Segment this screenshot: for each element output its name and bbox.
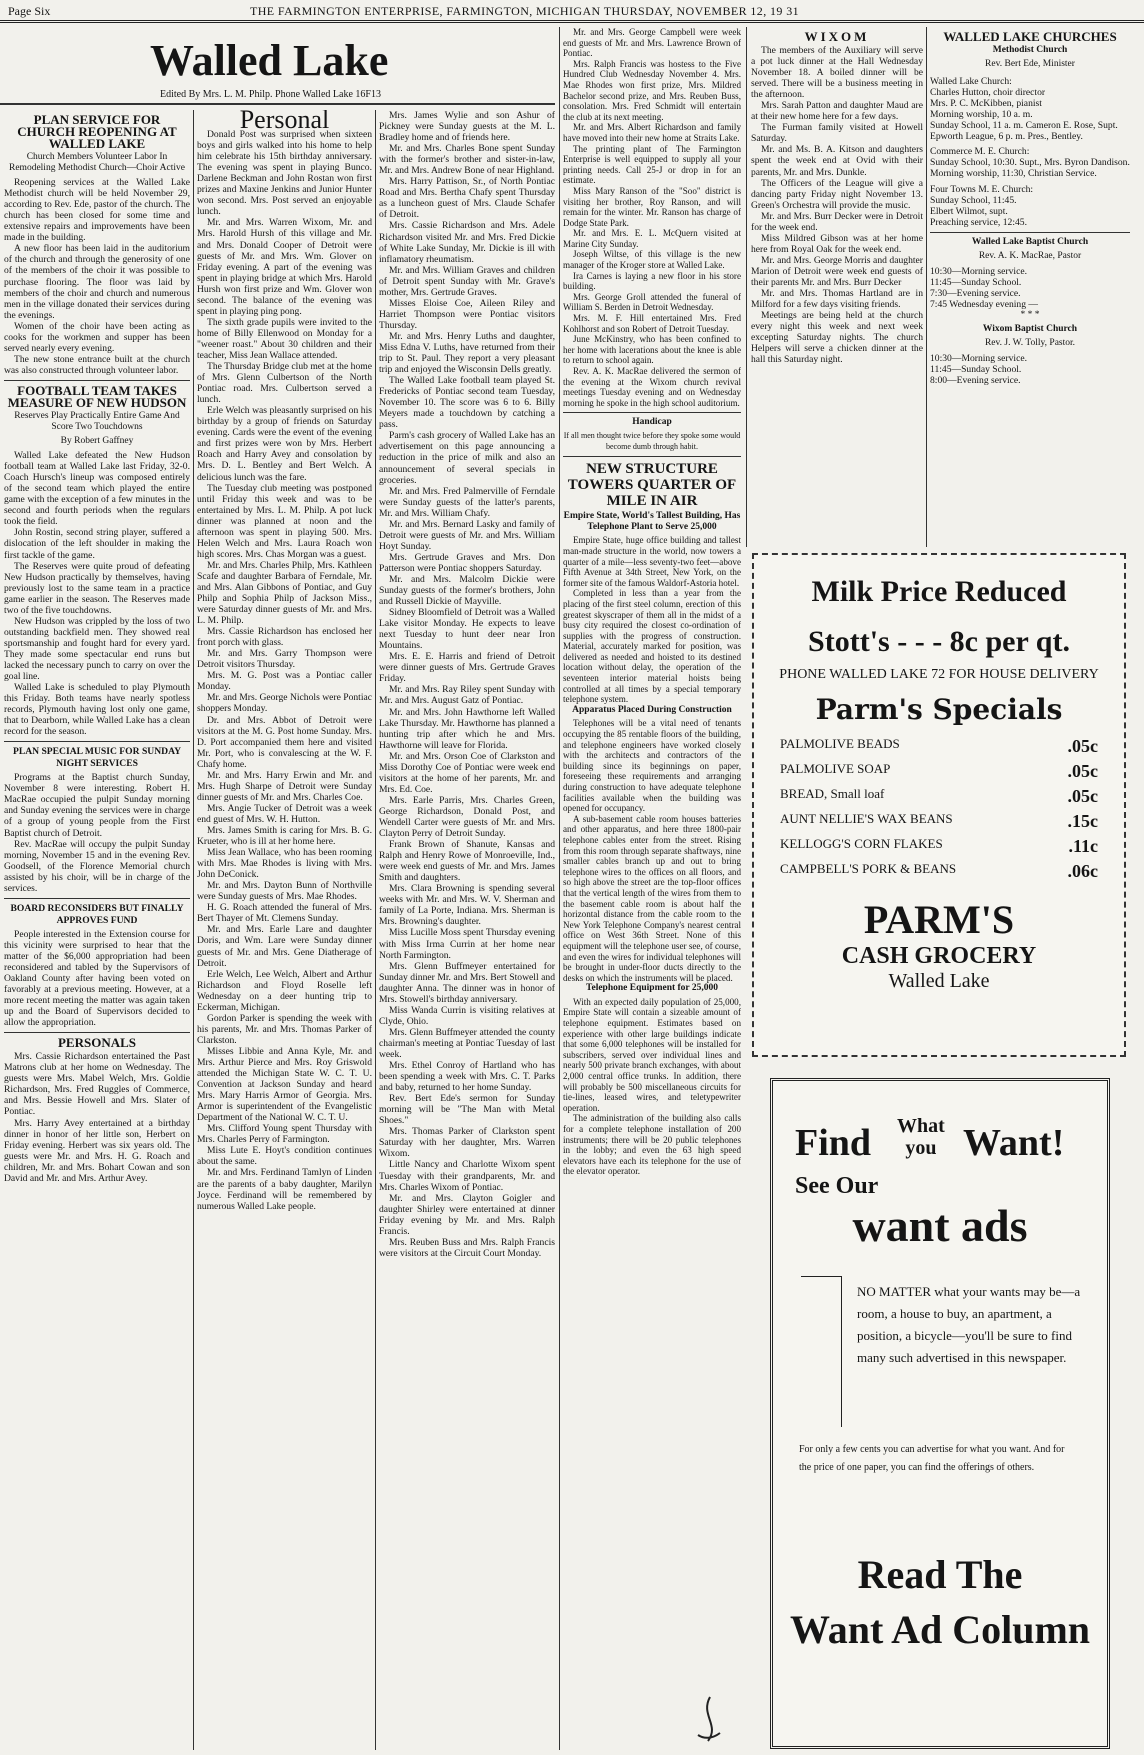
divider (4, 380, 190, 381)
article-paragraph: Frank Brown of Shanute, Kansas and Ralph and Henry Rowe of Monroeville, Ind., were week end guests of Mr. and Mrs. James Smith and daughters. (379, 839, 555, 884)
column-2 (197, 110, 372, 1750)
headline-church-reopening: PLAN SERVICE FOR CHURCH REOPENING AT WALLED LAKE (17, 112, 177, 151)
section-editor: Edited By Mrs. L. M. Philp. Phone Walled Lake 16F13 (160, 89, 381, 100)
ad-item-name: KELLOGG'S CORN FLAKES (780, 836, 943, 851)
article-paragraph: Mr. and Mrs. Dayton Bunn of Northville were Sunday guests of Mrs. Mae Rhodes. (197, 880, 372, 903)
byline: By Robert Gaffney (60, 436, 134, 447)
article-paragraph: Gordon Parker is spending the week with his parents, Mr. and Mrs. Thomas Parker of Clarkston. (197, 1012, 372, 1046)
article-paragraph: Parm's cash grocery of Walled Lake has an advertisement on this page announcing a reduction in the price of milk and also an announcement of several specials in groceries. (379, 430, 555, 486)
article-paragraph: Mrs. Glenn Buffmeyer entertained for Sunday dinner Mr. and Mrs. Bert Stowell and daughter Anna. The dinner was in honor of Mrs. Stowell's birthday anniversary. (379, 960, 555, 1005)
article-paragraph: Mr. and Mrs. Burr Decker were in Detroit for the week end. (751, 210, 923, 233)
church-detail: 8:00—Evening service. (930, 375, 1021, 387)
article-paragraph: H. G. Roach attended the funeral of Mrs. Bert Thayer of Mt. Clemens Sunday. (197, 902, 372, 925)
column-3 (379, 110, 555, 1750)
article-paragraph: Mr. and Mrs. Bernard Lasky and family of Detroit were guests of Mr. and Mrs. William Hoyt Sunday. (379, 518, 555, 552)
article-paragraph: Mrs. Clara Browning is spending several weeks with Mr. and Mrs. W. V. Sherman and family of La Porte, Indiana. Mrs. Sherman is Mrs. Browning's daughter. (379, 883, 555, 928)
article-paragraph: Mr. and Mrs. Charles Bone spent Sunday with the former's brother and sister-in-law, Mr. and Mrs. Andrew Bone of near Highland. (379, 143, 555, 177)
ad-see-our: See Our (795, 1173, 879, 1199)
church-detail: Sunday School, 11:45. (930, 194, 1017, 206)
article-paragraph: Mr. and Mrs. Earle Lare and daughter Doris, and Wm. Lare were Sunday dinner guests of Mr. and Mrs. Gene Diatherage of Detroit. (197, 924, 372, 969)
article-paragraph: Reopening services at the Walled Lake Methodist church will be held November 29, according to Rev. Ede, pastor of the church. The church has been closed for some time and extensive repairs and improvements have been made in the building. (4, 177, 190, 244)
column-rule (559, 27, 560, 1750)
article-paragraph: Completed in less than a year from the placing of the first steel column, erection of this greatest skyscraper of them all in the midst of a busy city required the closest co-ordination of supplies with the progress of construction. Material, accurately marked for position, was delivered as needed and hoisted to its destined location without delay, the operation of the seventeen interior material hoists being controlled at all times by a special temporary telephone system. (563, 588, 741, 705)
article-paragraph: Mrs. Glenn Buffmeyer attended the county chairman's meeting at Pontiac Tuesday of last week. (379, 1026, 555, 1060)
article-paragraph: The sixth grade pupils were invited to the home of Billy Ellenwood on Monday for a "weener roast." About 30 children and their teacher, Miss Jean Wallace attended. (197, 316, 372, 361)
church-detail: Epworth League, 6 p. m. Pres., Bentley. (930, 131, 1083, 143)
column-1 (4, 110, 190, 1750)
article-paragraph: With an expected daily population of 25,000, Empire State will contain a sizeable amount of telephone equipment. Estimates based on experience with other large buildings indicate that some 6,000 telephones will be installed for subscribers, served over individual lines and nearly 500 private branch exchanges, with about 2,000 central office trunks. In addition, there will probably be 500 miscellaneous circuits for tie-lines, leased wires, and teletypewriter operation. (563, 996, 741, 1113)
article-paragraph: A new floor has been laid in the auditorium of the church and through the generosity of one of the members of the choir it was possible to purchase flooring. The floor was laid by members of the choir and church and numerous men in the village donated their services during the evenings. (4, 243, 190, 321)
church-name: Walled Lake Church: (930, 76, 1012, 88)
section-masthead (0, 27, 555, 107)
ad-parms-grocery (752, 553, 1126, 1057)
divider (4, 1032, 190, 1033)
article-paragraph: Mrs. Harry Avey entertained at a birthday dinner in honor of her little son, Herbert on Friday evening. Herbert was six years old. The guests were Mr. and Mrs. H. G. Roach and children, Mr. and Mrs. Bohart Cowan and son David and Mr. and Mrs. Arthur Avey. (4, 1117, 190, 1184)
article-paragraph: Mr. and Mrs. Clayton Goigler and daughter Shirley were entertained at dinner Friday evening by Mr. and Mrs. Ralph Francis. (379, 1192, 555, 1237)
headline-special-music: PLAN SPECIAL MUSIC FOR SUNDAY NIGHT SERVICES (12, 746, 182, 770)
article-paragraph: Mrs. James Wylie and son Ashur of Pickney were Sunday guests at the M. L. Bradley home and of friends here. (379, 110, 555, 144)
page-number: Page Six (8, 4, 51, 18)
article-paragraph: Women of the choir have been acting as cooks for the workmen and supper has been served nearly every evening. (4, 320, 190, 354)
article-paragraph: Meetings are being held at the church every night this week and next week excepting Saturday nights. The church Helpers will serve a chicken dinner at the hall this Saturday night. (751, 310, 923, 366)
ad-item-row (780, 761, 1098, 782)
article-paragraph: Mr. and Mrs. Henry Luths and daughter, Miss Edna V. Luths, have returned from their trip to St. Paul. They report a very pleasant trip and enjoyed the Wisconsin Dells greatly. (379, 330, 555, 376)
ad-item-list (780, 736, 1098, 882)
subhead: Telephone Equipment for 25,000 (586, 983, 718, 994)
church-detail: 7:45 Wednesday evening — (930, 298, 1039, 310)
article-paragraph: Mrs. Angie Tucker of Detroit was a week end guest of Mrs. W. H. Hutton. (197, 802, 372, 825)
ad-item-name: PALMOLIVE SOAP (780, 761, 891, 776)
subhead: Apparatus Placed During Construction (572, 704, 732, 715)
ad-item-row (780, 786, 1098, 807)
filler-text: If all men thought twice before they spoke some would become dumb through habit. (563, 430, 741, 451)
article-paragraph: The printing plant of The Farmington Enterprise is well equipped to supply all your printing needs. Call 25-J or drop in for an estimate. (563, 143, 741, 186)
article-paragraph: Walled Lake defeated the New Hudson football team at Walled Lake last Friday, 32-0. Coach Hursch's lineup was composed entirely of the second team which played the entire game with the exception of a few minutes in the second and fourth periods when the regulars took the field. (4, 450, 190, 528)
subhead-football: Reserves Play Practically Entire Game And Score Two Touchdowns (14, 410, 180, 432)
article-paragraph: Miss Lucille Moss spent Thursday evening with Miss Irma Currin at her home near North Farmington. (379, 927, 555, 961)
article-paragraph: Erle Welch, Lee Welch, Albert and Arthur Richardson and Floyd Roselle left Wednesday on a deer hunting trip to Eckerman, Michigan. (197, 968, 372, 1013)
ad-phone-line: PHONE WALLED LAKE 72 FOR HOUSE DELIVERY (779, 667, 1099, 682)
article-paragraph: The members of the Auxiliary will serve a pot luck dinner at the Hall Wednesday November 18. A boiled dinner will be served. There will be a business meeting in the afternoon. (751, 45, 923, 101)
subhead-church: Church Members Volunteer Labor In Remodeling Methodist Church—Choir Active (9, 152, 185, 174)
article-paragraph: Empire State, huge office building and tallest man-made structure in the world, now towers a quarter of a mile—less seventy-two feet—above Fifth Avenue at 34th Street, New York, on the former site of the famous Waldorf-Astoria hotel. (563, 535, 741, 588)
church-detail: Charles Hutton, choir director (930, 87, 1046, 99)
church-detail: Morning worship, 10 a. m. (930, 109, 1033, 121)
ad-want-ads (770, 1078, 1110, 1749)
article-paragraph: Mrs. Thomas Parker of Clarkston spent Saturday with her daughter, Mrs. Warren Wixom. (379, 1126, 555, 1160)
article-paragraph: Mrs. Earle Parris, Mrs. Charles Green, George Richardson, Donald Post, and Wendell Carter were guests of Mr. and Mrs. Clayton Perry of Detroit Sunday. (379, 794, 555, 840)
column-rule (375, 110, 376, 1750)
article-paragraph: Mrs. Ethel Conroy of Hartland who has been spending a week with Mrs. C. T. Parks and baby, returned to her home Sunday. (379, 1060, 555, 1094)
ad-item-row (780, 836, 1098, 857)
column-rule (926, 27, 927, 547)
ad-store-location: Walled Lake (888, 970, 990, 992)
ad-want-ads-heading: want ads (852, 1200, 1028, 1251)
article-paragraph: Mr. and Mrs. Albert Richardson and family have moved into their new home at Straits Lake. (563, 122, 741, 143)
ad-item-name: PALMOLIVE BEADS (780, 736, 900, 751)
church-name: Wixom Baptist Church (982, 324, 1078, 335)
ad-headline: Milk Price Reduced (811, 575, 1067, 608)
article-paragraph: The Walled Lake football team played St. Fredericks of Pontiac second team Tuesday, November 10. The score was 6 to 6. Billy Meyers made a touchdown by catching a pass. (379, 375, 555, 431)
ad-body-1: NO MATTER what your wants may be—a room, a house to buy, an apartment, a position, a bicycle—you'll be sure to find many such advertised in this newspaper. (857, 1284, 1081, 1365)
ad-what-you (897, 1115, 945, 1159)
running-head: THE FARMINGTON ENTERPRISE, FARMINGTON, MICHIGAN THURSDAY, NOVEMBER 12, 19 31 (250, 4, 799, 18)
church-pastor: Rev. Bert Ede, Minister (985, 59, 1075, 70)
divider (563, 412, 741, 413)
article-paragraph: The Furman family visited at Howell Saturday. (751, 122, 923, 145)
ad-item-row (780, 861, 1098, 882)
ad-item-row (780, 736, 1098, 757)
ad-item-price: .15c (1067, 811, 1098, 831)
ad-specials-title: Parm's Specials (815, 693, 1063, 726)
ad-item-price: .06c (1067, 861, 1098, 881)
article-paragraph: June McKinstry, who has been confined to her home with lacerations about the knee is able to return to school again. (563, 334, 741, 366)
masthead-rule (0, 103, 555, 105)
subhead-empire-state: Empire State, World's Tallest Building, Has Telephone Plant to Serve 25,000 (563, 511, 741, 532)
church-detail: Mrs. P. C. McKibben, pianist (930, 98, 1042, 110)
church-pastor: Rev. J. W. Tolly, Pastor. (984, 338, 1076, 349)
article-paragraph: Mr. and Mrs. Ray Riley spent Sunday with Mr. and Mrs. August Gatz of Pontiac. (379, 684, 555, 707)
filler-title: Handicap (632, 417, 672, 428)
article-paragraph: Mrs. Reuben Buss and Mrs. Ralph Francis were visitors at the Circuit Court Monday. (379, 1236, 555, 1259)
article-paragraph: Mr. and Mrs. George Nichols were Pontiac shoppers Monday. (197, 692, 372, 715)
article-paragraph: Rev. MacRae will occupy the pulpit Sunday morning, November 15 and in the evening Rev. Goodsell, of the Florence Memorial church assisted by his choir, will be in charge of the services. (4, 838, 190, 894)
separator-stars: * * * (1020, 309, 1040, 320)
ad-item-name: CAMPBELL'S PORK & BEANS (780, 861, 957, 876)
article-paragraph: Mr. and Ms. B. A. Kitson and daughters spent the week end at Ovid with their parents, Mr. and Mrs. Dunkle. (751, 144, 923, 178)
church-name: Walled Lake Baptist Church (971, 236, 1089, 247)
column-5 (751, 27, 923, 547)
article-paragraph: Little Nancy and Charlotte Wixom spent Tuesday with their grandparents, Mr. and Mrs. Charles Wixom of Pontiac. (379, 1159, 555, 1193)
article-paragraph: People interested in the Extension course for this vicinity were surprised to hear that the matter of the $6,000 appropriation had been reconsidered and tabled by the Supervisors of Oakland County after having been voted on favorably at a previous meeting. However, at a more recent meeting the matter was again taken up and the Board of Supervisors decided to allow the appropriation. (4, 928, 190, 1029)
church-name: Four Towns M. E. Church: (930, 183, 1034, 195)
article-paragraph: Mrs. James Smith is caring for Mrs. B. G. Krueter, who is ill at her home here. (197, 825, 372, 848)
article-paragraph: John Rostin, second string player, suffered a dislocation of the left shoulder in making the first tackle of the game. (4, 527, 190, 561)
article-paragraph: Mrs. Gertrude Graves and Mrs. Don Patterson were Pontiac shoppers Saturday. (379, 551, 555, 574)
article-paragraph: Miss Wanda Currin is visiting relatives at Clyde, Ohio. (379, 1004, 555, 1027)
article-paragraph: Mr. and Mrs. Warren Wixom, Mr. and Mrs. Harold Hursh of this village and Mr. and Mrs. Donald Cooper of Detroit were guests of Mr. and Mrs. Wm. Glover on Friday evening. A part of the evening was spent in playing bridge at which Mrs. Harold Hursh won first prize and Wm. Glover won second. The balance of the evening was spent in playing ping pong. (197, 217, 372, 317)
church-detail: Sunday School, 10:30. Supt., Mrs. Byron Dandison. (930, 157, 1130, 169)
article-paragraph: Mr. and Mrs. George Campbell were week end guests of Mr. and Mrs. Lawrence Brown of Pontiac. (563, 27, 741, 59)
church-detail: 10:30—Morning service. (930, 353, 1027, 365)
ad-what: What (897, 1115, 945, 1137)
article-paragraph: Mr. and Mrs. Malcolm Dickie were Sunday guests of the former's brothers, John and Russell Dickie of Mayville. (379, 573, 555, 608)
article-paragraph: Mr. and Mrs. Ferdinand Tamlyn of Linden are the parents of a baby daughter, Marilyn Joyce. Ferdinand will be remembered by numerous Walled Lake people. (197, 1167, 372, 1212)
article-paragraph: Mrs. Ralph Francis was hostess to the Five Hundred Club Wednesday November 4. Mrs. Mae Rhodes won first prize, Mrs. Mildred Bachelor second prize, and Mrs. Reuben Buss, consolation. Mrs. Fred Schmidt will entertain the club at its next meeting. (563, 58, 741, 122)
headline-churches: WALLED LAKE CHURCHES (943, 29, 1117, 44)
pen-mark-icon (690, 1695, 730, 1745)
article-paragraph: A sub-basement cable room houses batteries and other apparatus, and here three 1800-pair telephone cables enter from the street. Rising from this room through separate shaftways, nine smaller cables branch up and out to bring telephone wires to the offices on all floors, and so high above the street are the top-floor offices that the vertical length of the wires from them to the basement cable room is about half the horizontal distance from the cable room to the New York Telephone Company's nearest central office on West 36th Street. None of this equipment will the telephone user see, of course, and even the wires for individual telephones will be brought in under-floor ducts directly to the desks on which the instruments will be placed. (563, 813, 741, 983)
column-rule (193, 110, 194, 1750)
article-paragraph: The Thursday Bridge club met at the home of Mrs. Glenn Culbertson of the North Pontiac road. Mrs. Culbertson served a lunch. (197, 361, 372, 406)
article-paragraph: The Tuesday club meeting was postponed until Friday this week and was to be entertained by Mrs. L. M. Philp. A pot luck dinner was planned at noon and the afternoon was spent in playing 500. Mrs. Helen Welch and Mrs. Laura Roach won high scores. Mrs. Chas Morgan was a guest. (197, 482, 372, 560)
ad-read-the: Read The (857, 1552, 1023, 1597)
ad-item-price: .11c (1068, 836, 1098, 856)
church-name: Methodist Church (992, 45, 1068, 55)
church-detail: 7:30—Evening service. (930, 287, 1021, 299)
article-paragraph: Dr. and Mrs. Abbot of Detroit were visitors at the M. G. Post home Sunday. Mrs. D. Port accompanied them here and visited Mr. Port, who is convalescing at the W. F. Chafy home. (197, 714, 372, 770)
article-paragraph: Walled Lake is scheduled to play Plymouth this Friday. Both teams have nearly spotless records, Plymouth having lost only one game, that to Dearborn, while Walled Lake has a clean record for the season. (4, 682, 190, 738)
article-paragraph: Mrs. Cassie Richardson has enclosed her front porch with glass. (197, 626, 372, 649)
church-pastor: Rev. A. K. MacRae, Pastor (978, 250, 1082, 261)
article-paragraph: Rev. Bert Ede's sermon for Sunday morning will be "The Man with Metal Shoes." (379, 1093, 555, 1127)
ad-item-name: BREAD, Small loaf (780, 786, 885, 801)
article-paragraph: Miss Jean Wallace, who has been rooming with Mrs. Mae Rhodes is living with Mrs. John DeConick. (197, 847, 372, 881)
article-paragraph: Miss Mary Ranson of the "Soo" district is visiting her brother, Roy Ranson, and will remain for the winter. Mr. Ranson has charge of Dodge State Park. (563, 185, 741, 228)
article-paragraph: Mrs. Cassie Richardson entertained the Past Matrons club at her home on Wednesday. The guests were Mrs. Mabel Welch, Mrs. Goldie Richardson, Mrs. Fred Ruggles of Commerce, and Mrs. Bessie Howell and Mrs. Slater of Pontiac. (4, 1051, 190, 1118)
ad-item-price: .05c (1067, 736, 1098, 756)
article-paragraph: Mrs. Harry Pattison, Sr., of North Pontiac Road and Mrs. Bertha Chafy spent Thursday as a luncheon guest of Mrs. Claude Schafer of Detroit. (379, 176, 555, 221)
article-paragraph: Mr. and Mrs. George Morris and daughter Marion of Detroit were week end guests of their parents Mr. and Mrs. Burr Decker (751, 254, 923, 288)
church-detail: 11:45—Sunday School. (930, 276, 1022, 288)
article-paragraph: Mrs. George Groll attended the funeral of William S. Berden in Detroit Wednesday. (563, 291, 741, 313)
ad-store-sub: CASH GROCERY (841, 943, 1037, 969)
ad-item-price: .05c (1067, 761, 1098, 781)
article-paragraph: Mr. and Mrs. William Graves and children of Detroit spent Sunday with Mr. Grave's mother, Mrs. Gertrude Graves. (379, 264, 555, 298)
article-paragraph: The new stone entrance built at the church was also constructed through volunteer labor. (4, 353, 190, 376)
article-paragraph: Mrs. E. E. Harris and friend of Detroit were dinner guests of Mrs. Gertrude Graves Friday. (379, 651, 555, 685)
ad-want: Want! (963, 1122, 1065, 1164)
column-6 (930, 27, 1130, 547)
article-paragraph: Erle Welch was pleasantly surprised on his birthday by a group of friends on Saturday evening. Cards were the event of the evening and first prizes were won by Mrs. Herbert Roach and Harry Avey and consolation by Mrs. D. L. Bentley and Bert Welch. A delicious lunch was the fare. (197, 405, 372, 483)
article-paragraph: Mrs. Sarah Patton and daughter Maud are at their new home here for a few days. (751, 100, 923, 123)
section-title: Walled Lake (150, 36, 389, 85)
divider (4, 741, 190, 742)
article-paragraph: Ira Carnes is laying a new floor in his store building. (563, 270, 741, 292)
church-detail: Preaching service, 12:45. (930, 216, 1027, 228)
article-paragraph: Donald Post was surprised when sixteen boys and girls walked into his home to help him celebrate his 15th birthday anniversary. The evening was spent in playing Bunco. Darlene Beckman and John Rostan won first prizes and Maxine Jenkins and Junior Hunter won second. Mrs. Post served an enjoyable lunch. (197, 129, 372, 218)
article-paragraph: Misses Libbie and Anna Kyle, Mr. and Mrs. Arthur Pierce and Mrs. Roy Griswold attended the Michigan State W. C. T. U. Convention at Jackson Sunday and heard Mrs. Mary Harris Armor of Georgia. Mrs. Armor is superintendent of the Evangelistic Department of the National W. C. T. U. (197, 1045, 372, 1124)
church-detail: Elbert Wilmot, supt. (930, 205, 1008, 217)
article-paragraph: Mr. and Mrs. Orson Coe of Clarkston and Miss Dorothy Coe of Pontiac were week end visitors at the home of her parents, Mr. and Mrs. Ed. Coe. (379, 750, 555, 795)
article-paragraph: New Hudson was crippled by the loss of two outstanding backfield men. They showed real sportsmanship and fought hard for every yard. They made some spectacular end runs but lacked the necessary punch to carry on over the goal line. (4, 615, 190, 683)
article-paragraph: Telephones will be a vital need of tenants occupying the 85 rentable floors of the building, and telephone engineers have worked closely with the architects and contractors of the building since its beginnings on paper, foreseeing these requirements and arranging during construction to have adequate telephone facilities available when the building was opened for occupancy. (563, 718, 741, 814)
article-paragraph: Joseph Wiltse, of this village is the new manager of the Kroger store at Walled Lake. (563, 249, 741, 271)
article-paragraph: Sidney Bloomfield of Detroit was a Walled Lake visitor Monday. He expects to leave next Tuesday to hunt deer near Iron Mountains. (379, 607, 555, 652)
article-paragraph: The Officers of the League will give a dancing party Friday night November 13. Green's Orchestra will provide the music. (751, 177, 923, 211)
divider (4, 898, 190, 899)
article-paragraph: Rev. A. K. MacRae delivered the sermon of the evening at the Wixom church revival meetings Tuesday evening and on Wednesday morning he spoke in the high school auditorium. (563, 366, 741, 408)
article-paragraph: Programs at the Baptist church Sunday, November 8 were interesting. Robert H. MacRae occupied the pulpit Sunday morning and Sunday evening the services were in charge of a group of young people from the First Baptist church of Detroit. (4, 772, 190, 839)
church-detail: Sunday School, 11 a. m. Cameron E. Rose, Supt. (930, 120, 1118, 132)
article-paragraph: Mrs. M. F. Hill entertained Mrs. Fred Kohlhorst and son Robert of Detroit Tuesday. (563, 313, 741, 334)
column-rule (746, 27, 747, 547)
headline-personals: PERSONALS (57, 1035, 137, 1051)
headline-football: FOOTBALL TEAM TAKES MEASURE OF NEW HUDSON (7, 382, 187, 410)
ad-find: Find (795, 1122, 872, 1164)
headline-empire-state: NEW STRUCTURE TOWERS QUARTER OF MILE IN AIR (567, 461, 737, 510)
article-paragraph: Mr. and Mrs. Garry Thompson were Detroit visitors Thursday. (197, 648, 372, 671)
ad-you: you (905, 1137, 937, 1159)
ad-price-line: Stott's - - - 8c per qt. (808, 625, 1070, 658)
ad-item-price: .05c (1067, 786, 1098, 806)
article-paragraph: The Reserves were quite proud of defeating New Hudson practically by themselves, having previously lost to the same team in a practice game earlier in the season. The Reserves made two of the five touchdowns. (4, 560, 190, 616)
article-paragraph: Mrs. Cassie Richardson and Mrs. Adele Richardson visited Mr. and Mrs. Fred Dickie of White Lake Sunday, Mr. Dickie is ill with inflamatory rheumatism. (379, 220, 555, 265)
ad-decor-rule (801, 1276, 842, 1427)
article-paragraph: Mr. and Mrs. Thomas Hartland are in Milford for a few days visiting friends. (751, 288, 923, 311)
article-paragraph: Mr. and Mrs. Harry Erwin and Mr. and Mrs. Hugh Sharpe of Detroit were Sunday dinner guests of Mr. and Mrs. Charles Coe. (197, 769, 372, 803)
headline-wixom: WIXOM (804, 29, 870, 44)
article-paragraph: Mr. and Mrs. John Hawthorne left Walled Lake Thursday. Mr. Hawthorne has planned a hunting trip after which he and Mrs. Hawthorne will leave for Florida. (379, 706, 555, 751)
ad-item-name: AUNT NELLIE'S WAX BEANS (780, 811, 953, 826)
ad-want-ad-column: Want Ad Column (789, 1607, 1091, 1652)
article-paragraph: Mr. and Mrs. E. L. McQuern visited at Marine City Sunday. (563, 228, 741, 249)
divider (563, 456, 741, 457)
article-paragraph: Mr. and Mrs. Fred Palmerville of Ferndale were Sunday guests of the latter's parents, Mr. and Mrs. William Chafy. (379, 485, 555, 519)
article-paragraph: Mrs. Clifford Young spent Thursday with Mrs. Charles Perry of Farmington. (197, 1123, 372, 1146)
article-paragraph: Mrs. M. G. Post was a Pontiac caller Monday. (197, 670, 372, 693)
ad-store-name: PARM'S (863, 897, 1015, 942)
article-paragraph: The administration of the building also calls for a complete telephone installation of 200 instruments; there will be 20 public telephones in the lobby; and even the 63 high speed elevators have each its telephone for the use of the elevator operator. (563, 1113, 741, 1177)
church-detail: Morning worship, 11:30, Christian Service. (930, 168, 1097, 180)
church-detail: 10:30—Morning service. (930, 265, 1027, 277)
page-header (0, 0, 1144, 23)
church-detail: 11:45—Sunday School. (930, 364, 1022, 376)
church-name: Commerce M. E. Church: (930, 146, 1030, 158)
article-paragraph: Miss Mildred Gibson was at her home here from Royal Oak for the week end. (751, 232, 923, 255)
ad-item-row (780, 811, 1098, 832)
article-paragraph: Misses Eloise Coe, Aileen Riley and Harriet Thompson were Pontiac visitors Thursday. (379, 297, 555, 331)
headline-board: BOARD RECONSIDERS BUT FINALLY APPROVES FUND (10, 902, 184, 926)
article-paragraph: Mr. and Mrs. Charles Philp, Mrs. Kathleen Scafe and daughter Barbara of Ferndale, Mr. and Mrs. Alan Gibbons of Pontiac, and Guy Philp and Sophia Philp of Jackson Miss., were Saturday dinner guests of Mr. and Mrs. L. M. Philp. (197, 559, 372, 627)
divider (930, 232, 1130, 233)
column-4 (563, 27, 741, 1750)
article-paragraph: Miss Lute E. Hoyt's condition continues about the same. (197, 1145, 372, 1168)
ad-body-2: For only a few cents you can advertise for what you want. And for the price of one paper, you can find the offerings of others. (799, 1444, 1065, 1473)
headline-personal: Personal (239, 110, 330, 134)
